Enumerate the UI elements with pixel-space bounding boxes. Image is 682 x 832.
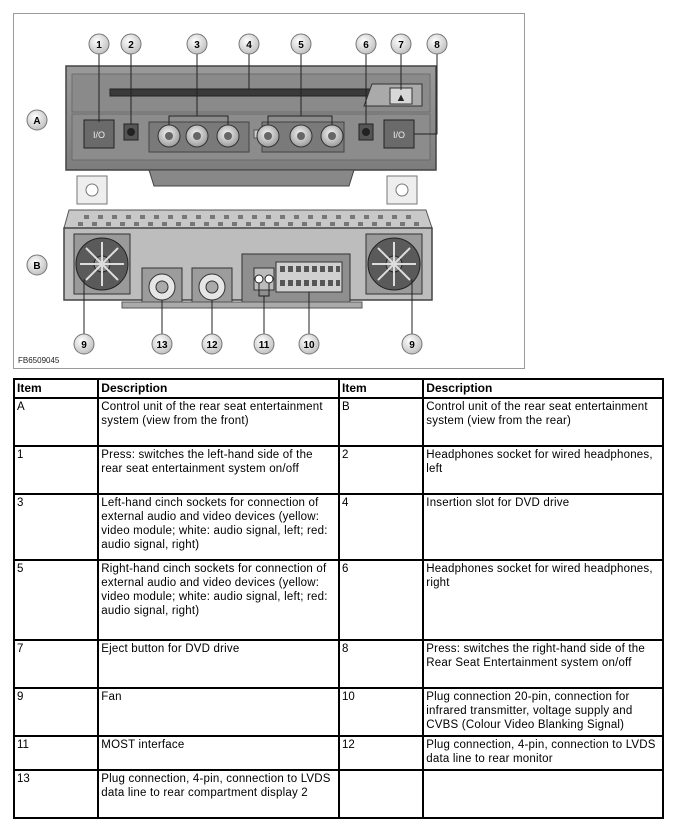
svg-text:11: 11 <box>258 340 270 351</box>
view-b-marker <box>27 255 47 275</box>
description-cell: Plug connection, 4-pin, connection to LVDS data line to rear monitor <box>423 736 663 770</box>
power-label-left: I/O <box>92 130 106 140</box>
item-cell: 11 <box>14 736 98 770</box>
description-cell: Left-hand cinch sockets for connection of external audio and video devices (yellow: video module; white: audio signal, left; red: audio signal, right) <box>98 494 339 560</box>
power-label-right: I/O <box>392 130 406 140</box>
callout-10 <box>299 334 319 354</box>
svg-text:5: 5 <box>298 40 304 51</box>
table-row <box>14 494 663 560</box>
description-cell: MOST interface <box>98 736 339 770</box>
eject-button <box>364 84 422 106</box>
callout-1 <box>89 34 109 54</box>
item-cell: 1 <box>14 446 98 494</box>
description-cell: Press: switches the right-hand side of the Rear Seat Entertainment system on/off <box>423 640 663 688</box>
callout-4 <box>239 34 259 54</box>
table-row <box>14 560 663 640</box>
item-cell: 3 <box>14 494 98 560</box>
fan-right <box>366 234 422 294</box>
header-item-2: Item <box>339 379 423 398</box>
description-cell: Plug connection 20-pin, connection for infrared transmitter, voltage supply and CVBS (Colour Video Blanking Signal) <box>423 688 663 736</box>
svg-text:A: A <box>33 116 41 127</box>
item-cell: 6 <box>339 560 423 640</box>
callout-13 <box>152 334 172 354</box>
description-cell: Plug connection, 4-pin, connection to LVDS data line to rear compartment display 2 <box>98 770 339 818</box>
description-cell: Eject button for DVD drive <box>98 640 339 688</box>
callout-9-right <box>402 334 422 354</box>
device-illustration <box>13 13 525 369</box>
svg-text:9: 9 <box>81 340 87 351</box>
eject-icon: ▲ <box>395 92 407 104</box>
view-a-marker <box>27 110 47 130</box>
svg-text:1: 1 <box>96 40 102 51</box>
item-cell: 10 <box>339 688 423 736</box>
callout-12 <box>202 334 222 354</box>
cinch-sockets-left <box>149 122 249 152</box>
callout-11 <box>254 334 274 354</box>
callout-3 <box>187 34 207 54</box>
callout-9-left <box>74 334 94 354</box>
description-cell: Headphones socket for wired headphones, right <box>423 560 663 640</box>
header-description-2: Description <box>423 379 663 398</box>
legend-table <box>13 378 664 819</box>
svg-text:9: 9 <box>409 340 415 351</box>
svg-text:12: 12 <box>206 340 218 351</box>
table-row <box>14 688 663 736</box>
svg-text:6: 6 <box>363 40 369 51</box>
item-cell: 2 <box>339 446 423 494</box>
item-cell <box>339 770 423 818</box>
description-cell: Headphones socket for wired headphones, left <box>423 446 663 494</box>
callout-7 <box>391 34 411 54</box>
svg-text:10: 10 <box>303 340 315 351</box>
item-cell: 13 <box>14 770 98 818</box>
fan-left <box>74 234 130 294</box>
description-cell: Right-hand cinch sockets for connection of external audio and video devices (yellow: video module; white: audio signal, left; red: audio signal, right) <box>98 560 339 640</box>
item-cell: 12 <box>339 736 423 770</box>
item-cell: 4 <box>339 494 423 560</box>
svg-text:13: 13 <box>156 340 168 351</box>
front-callouts <box>89 34 447 54</box>
item-cell: 9 <box>14 688 98 736</box>
callout-2 <box>121 34 141 54</box>
description-cell: Insertion slot for DVD drive <box>423 494 663 560</box>
table-row <box>14 770 663 818</box>
rear-view <box>64 210 432 334</box>
svg-text:8: 8 <box>434 40 440 51</box>
table-row <box>14 736 663 770</box>
svg-text:2: 2 <box>128 40 134 51</box>
item-cell: B <box>339 398 423 446</box>
cinch-sockets-right <box>257 122 344 152</box>
item-cell: 7 <box>14 640 98 688</box>
table-row <box>14 398 663 446</box>
header-item-1: Item <box>14 379 98 398</box>
most-interface <box>254 268 274 290</box>
callout-5 <box>291 34 311 54</box>
header-description-1: Description <box>98 379 339 398</box>
callout-6 <box>356 34 376 54</box>
description-cell: Press: switches the left-hand side of the rear seat entertainment system on/off <box>98 446 339 494</box>
svg-text:B: B <box>33 261 41 272</box>
callout-8 <box>427 34 447 54</box>
svg-text:4: 4 <box>246 40 252 51</box>
table-row <box>14 446 663 494</box>
item-cell: 8 <box>339 640 423 688</box>
figure-code: FB6509045 <box>18 356 60 365</box>
table-row <box>14 640 663 688</box>
table-header-row <box>14 379 663 398</box>
svg-text:3: 3 <box>194 40 200 51</box>
front-view <box>66 52 437 204</box>
description-cell: Fan <box>98 688 339 736</box>
description-cell: Control unit of the rear seat entertainment system (view from the front) <box>98 398 339 446</box>
svg-text:7: 7 <box>398 40 404 51</box>
dvd-slot <box>110 89 380 96</box>
item-cell: 5 <box>14 560 98 640</box>
description-cell <box>423 770 663 818</box>
rear-callouts <box>74 334 422 354</box>
item-cell: A <box>14 398 98 446</box>
description-cell: Control unit of the rear seat entertainment system (view from the rear) <box>423 398 663 446</box>
